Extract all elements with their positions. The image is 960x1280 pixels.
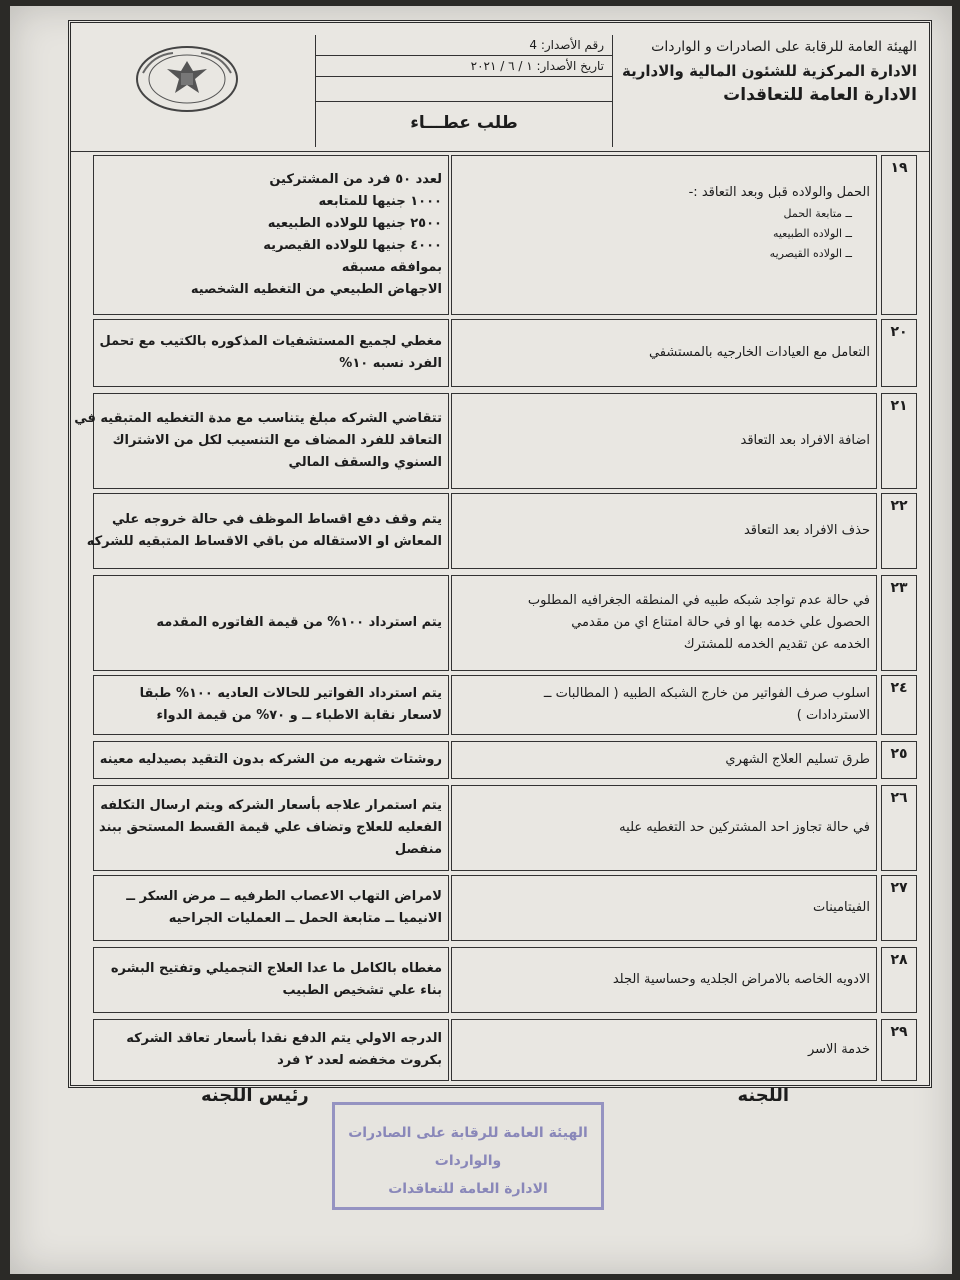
topic-text: الحمل والولاده قبل وبعد التعاقد :-	[688, 185, 870, 200]
row-topic	[451, 875, 877, 941]
detail-text: بناء علي تشخيص الطبيب	[282, 983, 442, 998]
row-detail	[74, 393, 449, 489]
detail-text: ٢٥٠٠ جنيها للولاده الطبيعيه	[267, 216, 442, 231]
row-topic	[451, 393, 877, 489]
detail-text: الدرجه الاولي يتم الدفع نقدا بأسعار تعاقد الشركه	[126, 1031, 442, 1046]
row-number: ٢٩	[881, 1019, 917, 1081]
row-topic	[451, 1019, 877, 1081]
header-divider	[71, 151, 929, 152]
document-title: طلب عطـــاء	[410, 113, 518, 133]
topic-text: ــ متابعة الحمل	[783, 207, 852, 220]
row-number: ٢١	[881, 393, 917, 489]
detail-text: السنوي والسقف المالي	[288, 455, 442, 470]
row-detail	[93, 741, 449, 779]
topic-text: الخدمه عن تقديم الخدمه للمشترك	[683, 637, 870, 652]
row-detail	[93, 575, 449, 671]
row-detail	[93, 785, 449, 871]
detail-text: الفعليه للعلاج وتضاف علي قيمة القسط المستحق ببند	[98, 820, 442, 835]
eagle-seal-icon	[133, 43, 241, 115]
detail-text: ١٠٠٠ جنيها للمتابعه	[318, 194, 442, 209]
detail-text: مغطي لجميع المستشفيات المذكوره بالكتيب مع تحمل	[99, 334, 442, 349]
topic-text: حذف الافراد بعد التعاقد	[743, 523, 870, 538]
detail-text: لعدد ٥٠ فرد من المشتركين	[269, 172, 442, 187]
detail-text: ٤٠٠٠ جنيها للولاده القيصريه	[263, 238, 442, 253]
detail-text: يتم استمرار علاجه بأسعار الشركه ويتم ارسال التكلفه	[100, 798, 442, 813]
issue-info-box	[315, 35, 613, 147]
topic-text: في حالة تجاوز احد المشتركين حد التغطيه عليه	[619, 820, 870, 835]
detail-text: الانيميا ــ متابعة الحمل ــ العمليات الجراحيه	[168, 911, 442, 926]
detail-text: يتم وقف دفع اقساط الموظف في حالة خروجه علي	[111, 512, 442, 527]
org-line-3: الادارة العامة للتعاقدات	[723, 85, 917, 105]
row-topic	[451, 319, 877, 387]
topic-text: ــ الولاده القيصريه	[769, 247, 852, 260]
topic-text: خدمة الاسر	[807, 1042, 870, 1057]
issue-date: تاريخ الأصدار: ١ / ٦ / ٢٠٢١	[316, 56, 612, 77]
detail-text: منفصل	[394, 842, 442, 857]
row-number: ٢٥	[881, 741, 917, 779]
committee-head-label: رئيس اللجنه	[201, 1085, 309, 1106]
row-topic	[451, 785, 877, 871]
row-detail	[93, 875, 449, 941]
detail-text: لاسعار نقابة الاطباء ــ و ٧٠% من قيمة الدواء	[156, 708, 442, 723]
row-detail	[93, 675, 449, 735]
issue-blank	[316, 77, 612, 102]
org-line-1: الهيئة العامة للرقابة على الصادرات و الواردات	[651, 39, 917, 55]
row-topic	[451, 493, 877, 569]
detail-text: التعاقد للفرد المضاف مع التنسيب لكل من الاشتراك	[112, 433, 442, 448]
paper-sheet	[10, 6, 952, 1274]
document-frame	[68, 20, 932, 1106]
detail-text: الفرد نسبه ١٠%	[339, 356, 442, 371]
topic-text: التعامل مع العيادات الخارجيه بالمستشفي	[648, 345, 870, 360]
row-number: ٢٦	[881, 785, 917, 871]
row-number: ١٩	[881, 155, 917, 315]
topic-text: في حالة عدم تواجد شبكه طبيه في المنطقه الجغرافيه المطلوب	[527, 593, 870, 608]
row-detail	[93, 155, 449, 315]
topic-text: الحصول علي خدمه بها او في حالة امتناع اي من مقدمي	[571, 615, 870, 630]
detail-text: بموافقه مسبقه	[341, 260, 442, 275]
issue-number: رقم الأصدار: 4	[316, 35, 612, 56]
org-line-2: الادارة المركزية للشئون المالية والادارية	[622, 62, 917, 80]
row-number: ٢٢	[881, 493, 917, 569]
committee-label: اللجنه	[737, 1085, 789, 1106]
row-topic	[451, 947, 877, 1013]
row-topic	[451, 155, 877, 315]
detail-text: تتقاضي الشركه مبلغ يتناسب مع مدة التغطيه المتبقيه في	[74, 411, 442, 426]
stamp-line-2: الادارة العامة للتعاقدات	[388, 1181, 548, 1197]
row-detail	[93, 947, 449, 1013]
topic-text: ــ الولاده الطبيعيه	[772, 227, 852, 240]
detail-text: يتم استرداد الفواتير للحالات العاديه ١٠٠% طبقا	[139, 686, 442, 701]
row-number: ٢٤	[881, 675, 917, 735]
detail-text: لامراض التهاب الاعصاب الطرفيه ــ مرض السكر ــ	[126, 889, 442, 904]
row-number: ٢٨	[881, 947, 917, 1013]
row-detail	[93, 1019, 449, 1081]
detail-text: بكروت مخفضه لعدد ٢ فرد	[277, 1053, 442, 1068]
topic-text: اسلوب صرف الفواتير من خارج الشبكه الطبيه ( المطالبات ــ	[543, 686, 870, 701]
row-topic	[451, 741, 877, 779]
detail-text: مغطاه بالكامل ما عدا العلاج التجميلي وتفتيح البشره	[110, 961, 442, 976]
row-number: ٢٧	[881, 875, 917, 941]
topic-text: اضافة الافراد بعد التعاقد	[740, 433, 870, 448]
row-number: ٢٠	[881, 319, 917, 387]
topic-text: طرق تسليم العلاج الشهري	[725, 752, 870, 767]
row-detail	[86, 493, 449, 569]
row-detail	[93, 319, 449, 387]
organization-header	[617, 35, 917, 107]
row-topic	[451, 675, 877, 735]
topic-text: الادويه الخاصه بالامراض الجلديه وحساسية الجلد	[612, 972, 870, 987]
detail-text: الاجهاض الطبيعي من التغطيه الشخصيه	[190, 282, 442, 297]
detail-text: روشتات شهريه من الشركه بدون التقيد بصيدليه معينه	[99, 752, 442, 767]
row-number: ٢٣	[881, 575, 917, 671]
official-stamp	[332, 1102, 604, 1210]
detail-text: يتم استرداد ١٠٠% من قيمة الفاتوره المقدمه	[156, 615, 442, 630]
row-topic	[451, 575, 877, 671]
topic-text: الفيتامينات	[813, 900, 870, 915]
detail-text: المعاش او الاستقاله من باقي الاقساط المتبقيه للشركه	[86, 534, 442, 549]
stamp-line-1: الهيئة العامة للرقابة على الصادرات والواردات	[348, 1125, 588, 1169]
topic-text: الاستردادات )	[796, 708, 870, 723]
